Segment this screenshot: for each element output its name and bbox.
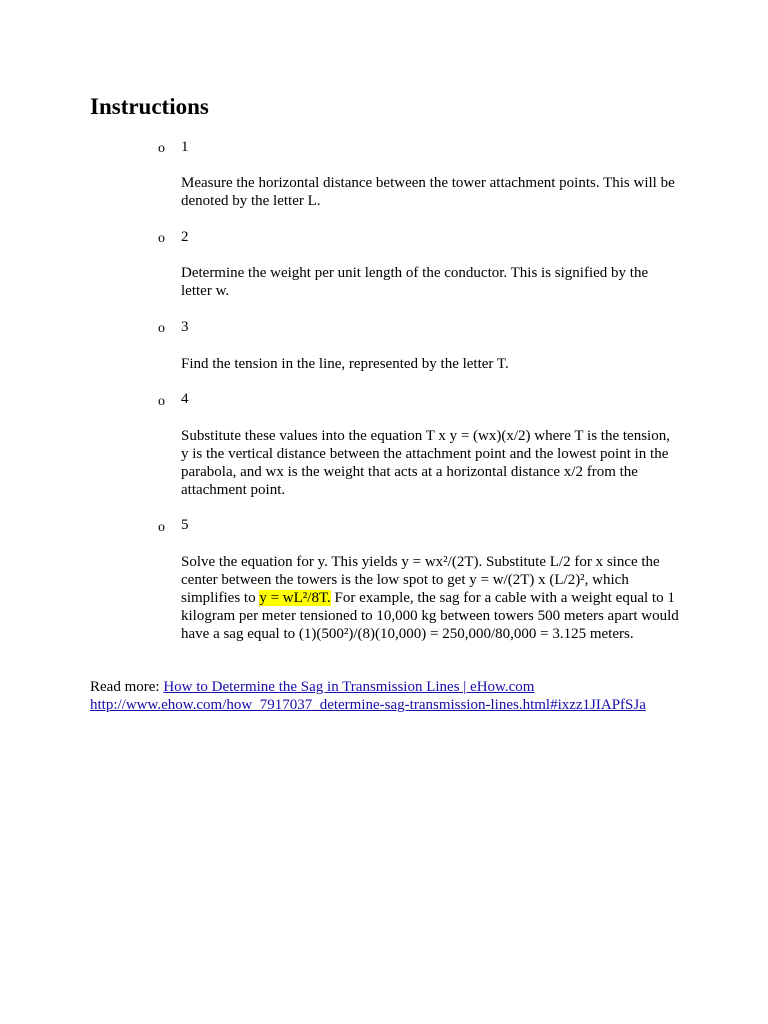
- list-bullet: o: [158, 321, 165, 336]
- step-number: 4: [181, 391, 189, 407]
- read-more: [90, 678, 730, 714]
- step-text-part: For example, the sag for a cable with a weight equal to 1 kilogram per meter tensioned to 10,000 kg between towers 500 meters apart would have a sag equal to (1)(500²)/(8)(10,000) = 250,000/80,000 = 3.125 meters.: [181, 590, 679, 642]
- step-text-part: Solve the equation for y. This yields y = wx²/(2T). Substitute L/2 for x since the center between the towers is the low spot to get y = w/(2T) x (L/2)², which simplifies to: [181, 554, 660, 606]
- step-number: 3: [181, 319, 189, 335]
- step-number: 5: [181, 517, 189, 533]
- page-title: Instructions: [90, 94, 209, 119]
- list-bullet: o: [158, 520, 165, 535]
- step-text: Find the tension in the line, represented by the letter T.: [181, 356, 509, 372]
- step-text: [181, 553, 681, 643]
- list-bullet: o: [158, 141, 165, 156]
- step-text: Measure the horizontal distance between the tower attachment points. This will be denoted by the letter L.: [181, 175, 675, 209]
- read-more-prefix: Read more:: [90, 679, 164, 695]
- step-text: Substitute these values into the equation T x y = (wx)(x/2) where T is the tension, y is the vertical distance between the attachment point and the lowest point in the parabola, and wx is the weight that acts at a horizontal distance x/2 from the attachment point.: [181, 428, 670, 498]
- list-bullet: o: [158, 394, 165, 409]
- step-text: Determine the weight per unit length of the conductor. This is signified by the letter w.: [181, 265, 649, 299]
- highlighted-formula: y = wL²/8T.: [259, 590, 331, 606]
- step-number: 1: [181, 139, 189, 155]
- list-bullet: o: [158, 231, 165, 246]
- article-link[interactable]: How to Determine the Sag in Transmission Lines | eHow.com: [163, 679, 535, 695]
- article-url-link[interactable]: http://www.ehow.com/how_7917037_determine-sag-transmission-lines.html#ixzz1JIAPfSJa: [90, 697, 646, 713]
- step-number: 2: [181, 229, 189, 245]
